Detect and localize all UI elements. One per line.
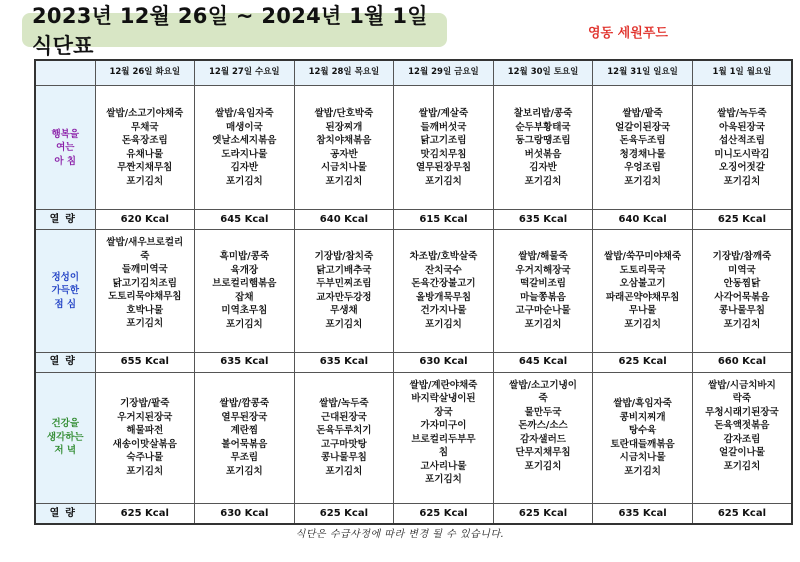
menu-item: 무채국 [131,121,159,133]
menu-item: 쌀밥/시금치바지 [708,379,776,391]
menu-item: 돈육두조림 [619,135,666,147]
menu-item: 새송이맛살볶음 [112,438,177,450]
menu-item: 죽 [538,393,548,405]
meal-label-line: 저 녁 [54,445,77,457]
kcal-value: 635 Kcal [294,352,394,372]
menu-item: 열무된장국 [221,411,268,423]
menu-cell [95,86,195,210]
menu-cell [294,372,394,503]
menu-item: 엣날소세지볶음 [212,135,277,147]
kcal-value: 635 Kcal [593,503,693,524]
kcal-value: 635 Kcal [195,352,295,372]
menu-item: 차조밥/호박살죽 [409,251,478,263]
menu-item: 포기김치 [524,175,562,187]
menu-cell [692,86,792,210]
kcal-value: 645 Kcal [493,352,593,372]
menu-item: 육개장 [230,264,259,276]
menu-item: 가자미구이 [420,420,467,432]
meal-label-line: 여는 [56,142,75,153]
footer-note: 식단은 수급사정에 따라 변경 될 수 있습니다. [295,529,505,540]
meal-label-line: 생각하는 [46,431,84,443]
kcal-value: 645 Kcal [195,210,295,230]
menu-item: 포기김치 [126,318,164,330]
menu-item: 포기김치 [425,318,462,330]
menu-item: 버섯볶음 [524,148,562,160]
menu-item: 우엉조림 [624,162,661,174]
menu-item: 순두부황태국 [515,121,571,133]
menu-item: 열무된장무침 [415,162,471,174]
menu-item: 감자조림 [723,433,761,445]
menu-item: 떡갈비조림 [520,278,566,290]
menu-cell [195,230,295,352]
menu-item: 돈까스/소스 [518,420,568,432]
menu-item: 미니도시락김 [714,148,770,160]
header-row [35,60,792,86]
menu-item: 공자반 [330,148,358,160]
menu-item: 근대된장국 [320,411,367,423]
kcal-value: 625 Kcal [692,503,792,524]
menu-item: 포기김치 [225,318,263,330]
kcal-value: 620 Kcal [95,210,195,230]
menu-item: 고구마맛탕 [320,438,367,450]
menu-item: 포기김치 [723,175,761,187]
menu-item: 숙주나물 [126,452,164,464]
menu-item: 쌀밥/깜콩죽 [219,398,270,410]
day-header: 12월 30일 토요일 [493,60,593,86]
menu-cell [95,230,195,352]
kcal-value: 625 Kcal [692,210,792,230]
menu-cell [692,372,792,503]
menu-item: 얼갈이나물 [718,447,765,459]
menu-item: 쌀밥/새우브로컬리 [106,237,184,249]
menu-item: 물만두국 [524,406,562,418]
menu-item: 흑미밥/콩죽 [219,251,270,263]
menu-item: 사각어묵볶음 [714,291,770,303]
menu-item: 콩비지찌개 [619,411,666,423]
menu-item: 시금치나물 [619,452,666,464]
meal-label-line: 아 침 [54,155,77,167]
menu-item: 쌀밥/녹두죽 [717,108,767,120]
menu-item: 참치야채볶음 [316,135,372,147]
kcal-value: 625 Kcal [593,352,693,372]
menu-item: 김자반 [230,162,259,174]
menu-cell [95,372,195,503]
menu-item: 포기김치 [524,318,562,330]
day-header: 12월 29일 금요일 [394,60,494,86]
menu-cell [394,230,494,352]
menu-cell [593,372,693,503]
menu-cell [195,372,295,503]
menu-item: 찰보리밥/콩죽 [513,108,573,120]
menu-item: 우거지된장국 [117,411,173,423]
menu-item: 미역초무침 [221,305,268,317]
menu-cell [493,372,593,503]
menu-item: 포기김치 [126,175,164,187]
menu-item: 맛김치무침 [420,148,467,160]
menu-item: 도라지나물 [221,148,268,160]
menu-item: 쌀밥/계란야채죽 [409,379,478,391]
day-header: 12월 31일 일요일 [593,60,693,86]
menu-item: 포기김치 [624,175,661,187]
menu-item: 침 [438,447,449,459]
menu-item: 바지락살냉이된 [411,393,476,405]
menu-item: 포기김치 [425,474,462,486]
kcal-value: 635 Kcal [493,210,593,230]
kcal-row [35,503,792,524]
menu-item: 포기김치 [225,465,263,477]
menu-item: 오징어젓갈 [718,162,765,174]
menu-item: 건가지나물 [420,305,467,317]
menu-table [34,59,793,525]
menu-cell [493,86,593,210]
menu-item: 락죽 [732,393,752,405]
menu-item: 파래곤약야채무침 [605,291,680,303]
meal-label [35,372,95,503]
menu-item: 기장밥/참깨죽 [712,251,772,263]
menu-item: 포기김치 [225,175,263,187]
menu-item: 미역국 [728,264,756,276]
menu-cell [394,372,494,503]
menu-item: 동그랑땡조림 [515,135,571,147]
meal-label [35,230,95,352]
menu-item: 우거지해장국 [515,264,571,276]
menu-item: 죽 [140,250,150,262]
menu-item: 콩나물무침 [320,452,367,464]
kcal-value: 640 Kcal [294,210,394,230]
menu-item: 단무지채무침 [515,447,571,459]
page-title: 2023년 12월 26일 ~ 2024년 1월 1일 식단표 [22,13,447,47]
menu-cell [692,230,792,352]
menu-cell [294,230,394,352]
menu-item: 포기김치 [325,465,363,477]
menu-item: 볼어묵볶음 [221,438,268,450]
menu-item: 아욱된장국 [718,121,765,133]
menu-item: 닭고기김치조림 [112,277,177,289]
menu-item: 쌀밥/팥죽 [622,108,663,120]
day-header: 1월 1일 월요일 [692,60,792,86]
menu-item: 도토리묵국 [619,264,666,276]
menu-item: 무짠지채무침 [117,162,173,174]
menu-item: 고사리나물 [420,460,467,472]
kcal-value: 625 Kcal [394,503,494,524]
menu-item: 무나물 [628,305,657,317]
meal-label-line: 건강을 [51,418,80,430]
menu-item: 얼갈이된장국 [615,121,671,133]
menu-item: 마늘쫑볶음 [520,291,566,303]
menu-item: 들깨버섯국 [420,121,467,133]
menu-cell [493,230,593,352]
menu-item: 올방개묵무침 [415,291,471,303]
menu-item: 돈육두루치기 [316,425,372,437]
day-header: 12월 28일 목요일 [294,60,394,86]
kcal-label: 열량 [35,352,95,372]
menu-item: 무청시래기된장국 [705,406,779,418]
kcal-value: 625 Kcal [493,503,593,524]
kcal-value: 630 Kcal [394,352,494,372]
kcal-value: 630 Kcal [195,503,295,524]
menu-item: 청경채나물 [619,148,666,160]
menu-item: 토란대들깨볶음 [610,438,675,450]
menu-cell [394,86,494,210]
kcal-value: 660 Kcal [692,352,792,372]
menu-item: 오삼불고기 [619,278,666,290]
day-header: 12월 27일 수요일 [195,60,295,86]
menu-item: 매생이국 [225,121,263,133]
menu-item: 포기김치 [126,465,164,477]
meal-label-line: 가득한 [51,285,80,297]
menu-item: 섭산적조림 [718,135,765,147]
kcal-value: 655 Kcal [95,352,195,372]
kcal-label: 열량 [35,210,95,230]
company-name: 영동 세원푸드 [588,26,668,41]
menu-item: 쌀밥/계살죽 [418,108,469,120]
kcal-value: 615 Kcal [394,210,494,230]
menu-item: 탕수육 [628,425,657,437]
menu-item: 쌀밥/흑임자죽 [613,398,672,410]
menu-item: 포기김치 [325,318,363,330]
menu-item: 두부민찌조림 [316,278,372,290]
menu-cell [593,230,693,352]
menu-item: 브로컬리두부무 [411,433,476,445]
menu-item: 브로컬리햄볶음 [212,278,277,290]
menu-cell [294,86,394,210]
kcal-value: 640 Kcal [593,210,693,230]
kcal-row [35,352,792,372]
menu-item: 쌀밥/녹두죽 [319,398,369,410]
menu-item: 닭고기배추국 [316,264,372,276]
kcal-row [35,210,792,230]
meal-row [35,372,792,503]
menu-item: 포기김치 [723,460,761,472]
menu-item: 해물파전 [126,425,164,437]
menu-item: 감자샐러드 [520,433,566,445]
menu-item: 포기김치 [624,465,661,477]
menu-item: 포기김치 [425,175,462,187]
menu-item: 호박나물 [126,304,164,316]
menu-item: 무생채 [330,305,358,317]
meal-label [35,86,95,210]
menu-item: 포기김치 [524,460,562,472]
menu-item: 쌀밥/해물죽 [518,251,568,263]
kcal-value: 625 Kcal [294,503,394,524]
menu-item: 도토리묵야채무침 [108,291,182,303]
menu-cell [593,86,693,210]
menu-item: 돈육장조림 [121,135,168,147]
kcal-value: 625 Kcal [95,503,195,524]
day-header: 12월 26일 화요일 [95,60,195,86]
meal-label-line: 정성이 [51,271,80,283]
menu-item: 교자만두강정 [316,291,372,303]
menu-item: 안동찜닭 [723,278,761,290]
menu-item: 돈육간장불고기 [411,278,476,290]
menu-item: 잡채 [235,291,254,303]
menu-item: 김자반 [529,162,557,174]
menu-item: 시금치나물 [320,162,367,174]
menu-item: 계란찜 [230,425,259,437]
meal-row [35,230,792,352]
menu-item: 된장찌개 [325,121,363,133]
menu-item: 닭고기조림 [420,135,467,147]
menu-item: 쌀밥/쑥꾸미야채죽 [604,251,682,263]
menu-item: 쌀밥/소고기냉이 [509,379,577,391]
meal-label-line: 점 심 [54,298,77,310]
meal-row [35,86,792,210]
menu-cell [195,86,295,210]
meal-label-line: 행복을 [51,128,80,140]
menu-item: 들깨미역국 [121,264,168,276]
menu-item: 포기김치 [723,318,761,330]
menu-item: 돈육액젓볶음 [714,420,770,432]
menu-item: 포기김치 [325,175,363,187]
menu-item: 포기김치 [624,318,661,330]
menu-item: 무조림 [230,452,259,464]
corner-cell [35,60,95,86]
menu-item: 고구마순나물 [515,305,571,317]
menu-item: 쌀밥/육임자죽 [215,108,274,120]
menu-item: 장국 [434,406,453,418]
menu-item: 콩나물무침 [718,305,765,317]
menu-item: 기장밥/팥죽 [120,398,170,410]
menu-item: 유채나물 [126,148,164,160]
kcal-label: 열량 [35,503,95,524]
menu-item: 기장밥/참치죽 [314,251,374,263]
menu-item: 쌀밥/소고기야채죽 [106,108,184,120]
menu-item: 쌀밥/단호박죽 [314,108,374,120]
menu-item: 잔치국수 [425,264,462,276]
